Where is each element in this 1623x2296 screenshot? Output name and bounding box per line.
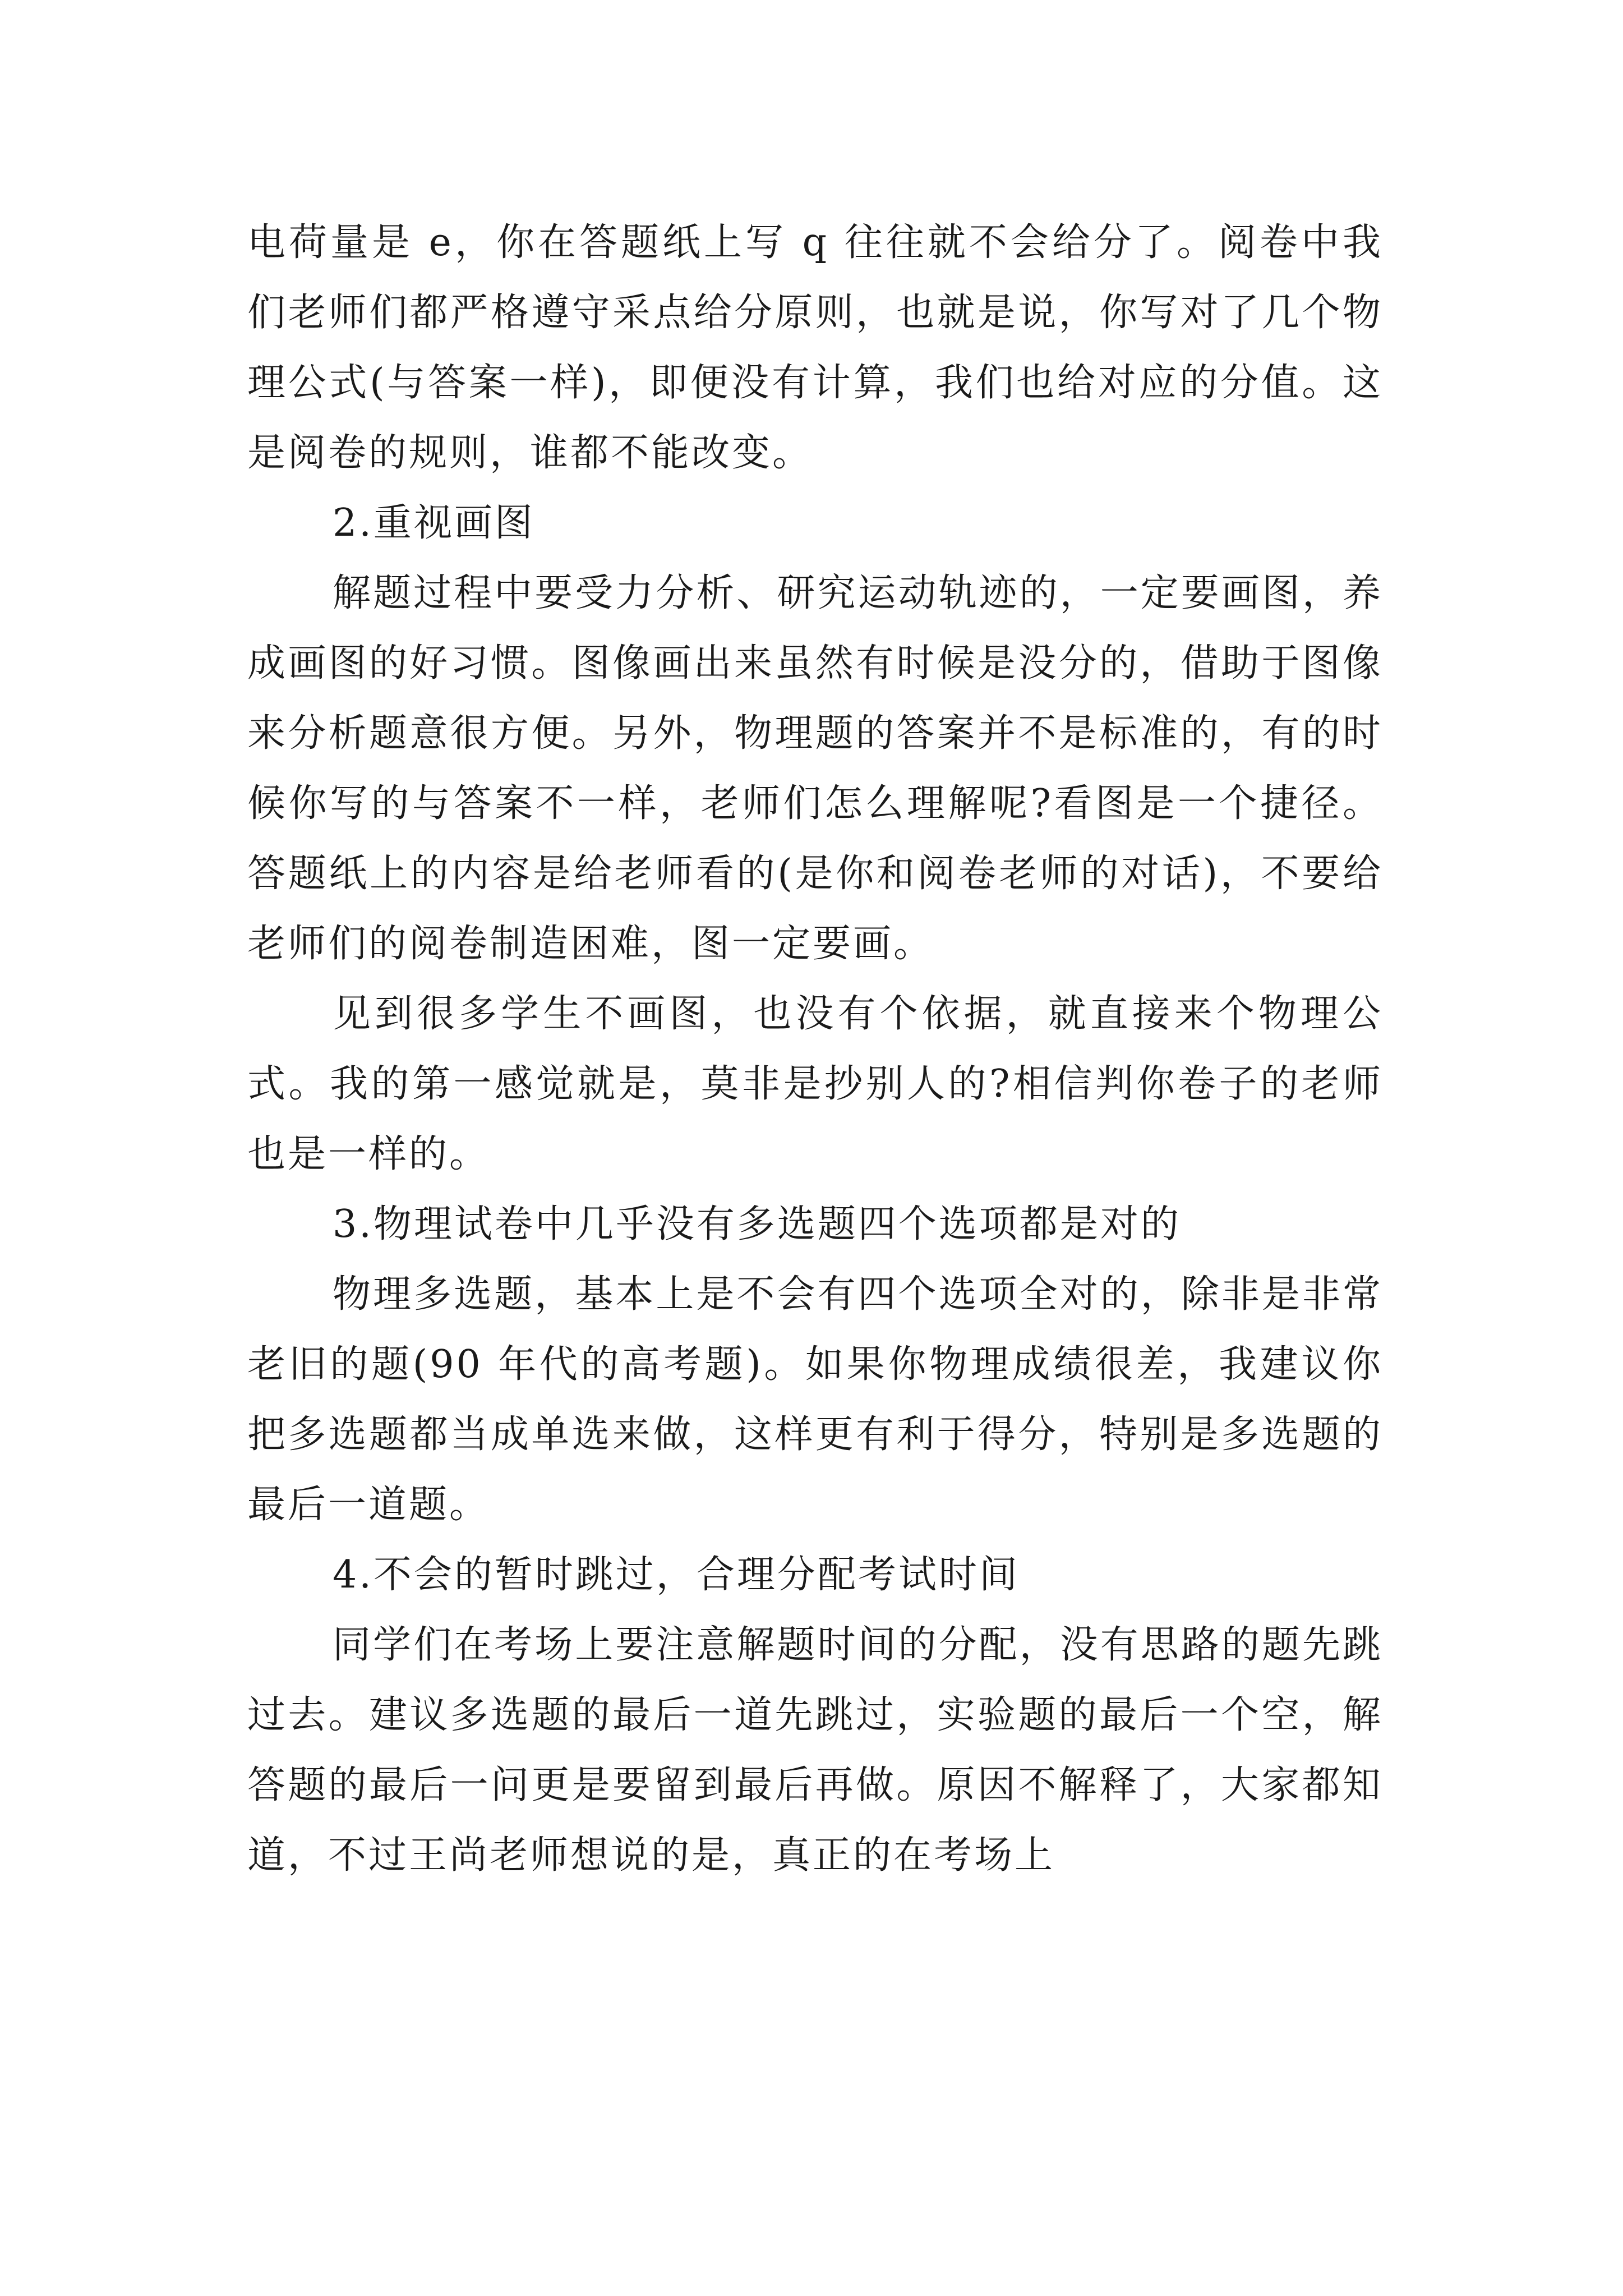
section-heading-3: 3.物理试卷中几乎没有多选题四个选项都是对的 bbox=[333, 1202, 1181, 1246]
section-heading-2: 2.重视画图 bbox=[333, 501, 535, 545]
paragraph-multiple-choice: 物理多选题，基本上是不会有四个选项全对的，除非是非常老旧的题(90 年代的高考题)。如果你物理成绩很差，我建议你把多选题都当成单选来做，这样更有利于得分，特别是多选题的最后一道题。 bbox=[247, 1272, 1383, 1527]
paragraph-draw-diagrams: 解题过程中要受力分析、研究运动轨迹的，一定要画图，养成画图的好习惯。图像画出来虽然有时候是没分的，借助于图像来分析题意很方便。另外，物理题的答案并不是标准的，有的时候你写的与答案不一样，老师们怎么理解呢?看图是一个捷径。答题纸上的内容是给老师看的(是你和阅卷老师的对话)，不要给老师们的阅卷制造困难，图一定要画。 bbox=[247, 571, 1383, 966]
paragraph-time-allocation: 同学们在考场上要注意解题时间的分配，没有思路的题先跳过去。建议多选题的最后一道先跳过，实验题的最后一个空，解答题的最后一问更是要留到最后再做。原因不解释了，大家都知道，不过王尚老师想说的是，真正的在考场上 bbox=[247, 1623, 1383, 1878]
paragraph-no-diagram-students: 见到很多学生不画图，也没有个依据，就直接来个物理公式。我的第一感觉就是，莫非是抄别人的?相信判你卷子的老师也是一样的。 bbox=[247, 992, 1383, 1176]
document-body bbox=[247, 208, 1383, 1890]
section-heading-4: 4.不会的暂时跳过，合理分配考试时间 bbox=[333, 1553, 1020, 1597]
paragraph-continued: 电荷量是 e，你在答题纸上写 q 往往就不会给分了。阅卷中我们老师们都严格遵守采点给分原则，也就是说，你写对了几个物理公式(与答案一样)，即便没有计算，我们也给对应的分值。这是阅卷的规则，谁都不能改变。 bbox=[247, 220, 1383, 475]
